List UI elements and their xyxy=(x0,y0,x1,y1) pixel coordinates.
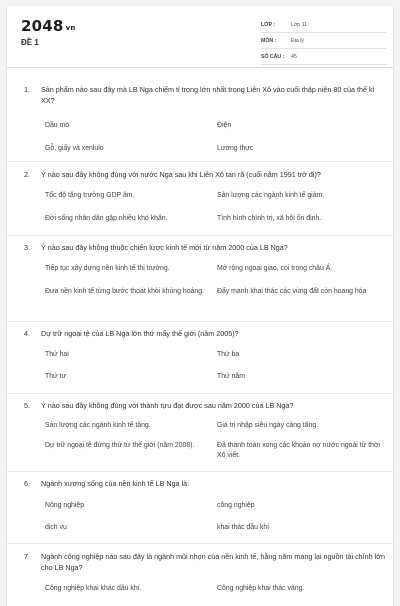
site-logo[interactable] xyxy=(21,17,76,35)
meta-subject xyxy=(261,33,387,49)
option-b[interactable]: Thứ ba xyxy=(217,351,240,358)
question-number: 2. xyxy=(24,170,30,179)
question-5 xyxy=(7,394,394,472)
meta-subject-value: Địa lý xyxy=(291,38,304,44)
option-d[interactable]: Thứ năm xyxy=(217,373,245,380)
question-7 xyxy=(7,544,394,606)
question-number: 3. xyxy=(24,243,30,252)
exam-header xyxy=(7,6,393,68)
question-text: Dự trữ ngoại tệ của LB Nga lớn thứ mấy thế giới (năm 2005)? xyxy=(41,329,239,338)
meta-class-value: Lớp 11 xyxy=(291,22,307,28)
option-b[interactable]: Sản lượng các ngành kinh tế giảm. xyxy=(217,192,325,199)
question-number: 4. xyxy=(24,329,30,338)
question-text: Ngành xương sống của nền kinh tế LB Nga là: xyxy=(41,479,190,488)
question-number: 1. xyxy=(24,85,30,94)
option-b[interactable]: Giá trị nhập siêu ngày càng tăng. xyxy=(217,422,319,429)
option-b[interactable]: công nghiệp xyxy=(217,502,255,509)
exam-page xyxy=(6,6,394,606)
option-a[interactable]: Nông nghiệp xyxy=(45,502,85,509)
option-c[interactable]: dịch vụ xyxy=(45,524,67,531)
question-2 xyxy=(7,162,394,236)
option-c[interactable]: Thứ tư xyxy=(45,373,67,380)
option-c[interactable]: Đưa nền kinh tế từng bước thoát khỏi khủng hoảng. xyxy=(45,288,204,295)
option-a[interactable]: Tốc độ tăng trưởng GDP âm. xyxy=(45,192,135,199)
option-b[interactable]: Điện xyxy=(217,122,232,129)
meta-class-label: LỚP : xyxy=(261,22,276,28)
meta-count-label: SỐ CÂU : xyxy=(261,54,285,60)
option-d[interactable]: Lương thực xyxy=(217,145,254,152)
option-b[interactable]: Mở rộng ngoại giao, coi trọng châu Á. xyxy=(217,265,333,272)
option-d[interactable]: Đã thanh toán xong các khoản nợ nước ngoài từ thời Xô viết. xyxy=(217,442,380,459)
option-a[interactable]: Công nghiệp khai khác dầu khí. xyxy=(45,585,142,592)
meta-class xyxy=(261,17,387,33)
meta-subject-label: MÔN : xyxy=(261,38,277,44)
exam-code: ĐỀ 1 xyxy=(21,38,39,47)
option-a[interactable]: Thứ hai xyxy=(45,351,69,358)
option-c[interactable]: Đời sống nhân dân gặp nhiều khó khăn. xyxy=(45,215,168,222)
option-a[interactable]: Tiếp tục xây dựng nền kinh tế thị trường. xyxy=(45,265,170,272)
option-a[interactable]: Dầu mỏ xyxy=(45,122,70,129)
option-d[interactable]: Tình hình chính trị, xã hội ổn định. xyxy=(217,215,322,222)
question-text: Ngành công nghiệp nào sau đây là ngành mũi nhọn của nền kinh tế, hằng năm mang lại nguồn tài chính lớn cho LB Nga? xyxy=(41,552,385,572)
logo-text: 2048 xyxy=(21,17,64,35)
option-c[interactable]: Dự trữ ngoại tệ đứng thứ tư thế giới (năm 2008). xyxy=(45,442,195,449)
question-number: 5. xyxy=(24,401,30,410)
meta-question-count xyxy=(261,49,387,65)
option-d[interactable]: khai thác dầu khí xyxy=(217,524,270,531)
option-c[interactable]: Gỗ, giấy và xenlulo xyxy=(45,145,104,152)
option-b[interactable]: Công nghiệp khai thác vàng. xyxy=(217,585,305,592)
question-text: Sản phẩm nào sau đây mà LB Nga chiếm tỉ trọng lớn nhất trong Liên Xô vào cuối thập niên 80 của thế kỉ XX? xyxy=(41,85,375,105)
logo-suffix: vn xyxy=(65,24,76,32)
question-text: Ý nào sau đây không thuộc chiến lược kinh tế mới từ năm 2000 của LB Nga? xyxy=(41,243,288,252)
question-3 xyxy=(7,236,394,322)
question-number: 6. xyxy=(24,479,30,488)
question-text: Ý nào sau đây không đúng với nước Nga sau khi Liên Xô tan rã (cuối năm 1991 trở đi)? xyxy=(41,170,321,179)
question-text: Ý nào sau đây không đúng với thành tựu đạt được sau năm 2000 của LB Nga? xyxy=(41,401,294,410)
option-d[interactable]: Đẩy mạnh khai thác các vùng đất còn hoang hóa xyxy=(217,288,367,295)
meta-count-value: 45 xyxy=(291,54,297,60)
option-a[interactable]: Sản lượng các ngành kinh tế tăng. xyxy=(45,422,151,429)
question-number: 7. xyxy=(24,552,30,561)
question-6 xyxy=(7,472,394,544)
question-1 xyxy=(7,74,394,162)
question-4 xyxy=(7,322,394,394)
